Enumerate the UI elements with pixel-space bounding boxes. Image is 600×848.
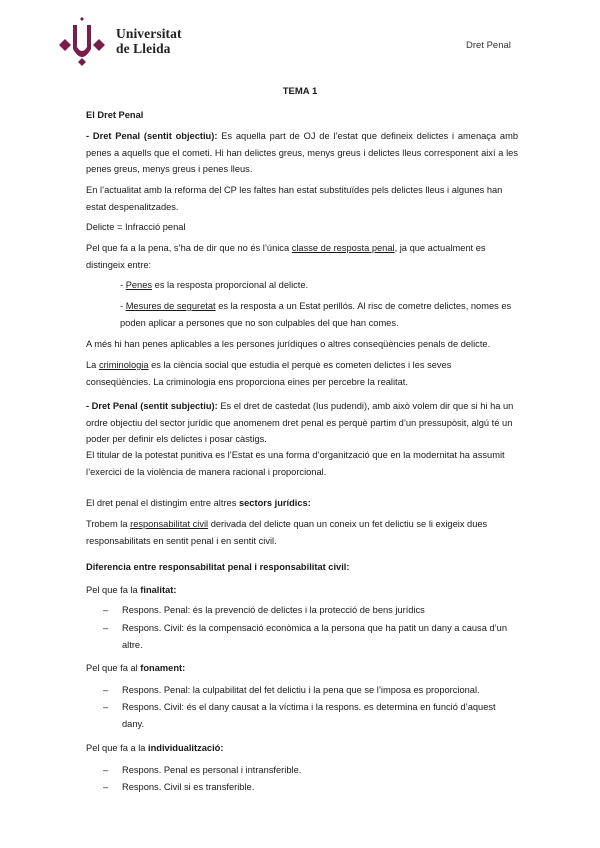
pena-pre: Pel que fa a la pena, s’ha de dir que no és l’única bbox=[86, 243, 292, 253]
university-logo bbox=[56, 17, 196, 69]
paragraph-reforma: En l’actualitat amb la reforma del CP les faltes han estat substituïdes pels delictes lleus i algunes han estat despenalitzades. bbox=[86, 185, 503, 212]
indiv-bold: individualització: bbox=[148, 743, 224, 753]
penes-dash: - bbox=[120, 280, 126, 290]
sectors-pre: El dret penal el distingim entre altres bbox=[86, 498, 239, 508]
paragraph-criminologia bbox=[86, 357, 518, 390]
mesures-text: es la resposta a un Estat perillós. Al risc de cometre delictes, nomes es poden aplicar a persones que no son culpables del que han comes. bbox=[120, 301, 512, 328]
fonament-bold: fonament: bbox=[140, 663, 186, 673]
university-name-line1: Universitat bbox=[116, 26, 182, 41]
fonament-pre: Pel que fa al bbox=[86, 663, 141, 673]
section-heading: El Dret Penal bbox=[86, 110, 144, 120]
list-item: Respons. Civil si es transferible. bbox=[122, 782, 255, 792]
bullet-dash: – bbox=[103, 623, 109, 633]
sectors-bold: sectors jurídics: bbox=[238, 498, 311, 508]
bullet-dash: – bbox=[103, 782, 109, 792]
crim-text: es la ciència social que estudia el perquè es cometen delictes i les seves conseqüències. La criminologia ens proporciona eines per percebre la realitat. bbox=[86, 360, 452, 387]
list-item: Respons. Penal: és la prevenció de delictes i la protecció de bens jurídics bbox=[122, 605, 425, 615]
fonament-heading bbox=[86, 660, 518, 677]
indiv-pre: Pel que fa a la bbox=[86, 743, 149, 753]
criminologia-term: criminologia bbox=[98, 360, 149, 370]
university-emblem-icon bbox=[56, 17, 108, 69]
paragraph-delicte: Delicte = Infracció penal bbox=[86, 222, 186, 232]
bullet-dash: – bbox=[103, 765, 109, 775]
course-header: Dret Penal bbox=[466, 40, 511, 51]
list-item: Respons. Civil: és el dany causat a la víctima i la respons. es determina en funció d’aquest dany. bbox=[122, 702, 496, 729]
page-title: TEMA 1 bbox=[282, 86, 318, 97]
finalitat-bold: finalitat: bbox=[140, 585, 177, 595]
responsabilitat-civil-term: responsabilitat civil bbox=[130, 519, 209, 529]
bullet-dash: – bbox=[103, 702, 109, 712]
mesures-dash: - bbox=[120, 301, 126, 311]
penes-term: Penes bbox=[125, 280, 153, 290]
pena-post: , ja que actualment es distingeix entre: bbox=[86, 243, 486, 270]
objectiu-text: Es aquella part de OJ de l’estat que defineix delictes i amenaça amb penes a aquells que el cometi. Hi han delictes greus, menys greus i delictes lleus corresponent així a les penes greus, menys greus i penes lleus. bbox=[86, 131, 518, 175]
list-item: Respons. Civil: és la compensació econòmica a la persona que ha patit un dany a causa d’un altre. bbox=[122, 623, 508, 650]
university-name-line2: de Lleida bbox=[116, 41, 171, 56]
bullet-dash: – bbox=[103, 685, 109, 695]
paragraph-juridiques: A més hi han penes aplicables a les persones jurídiques o altres conseqüències penals de delicte. bbox=[86, 339, 491, 349]
subjectiu-text: Es el dret de castedat (Ius pudendi), amb això volem dir que si hi ha un ordre objectiu del sector jurídic que anomenem dret penal es perquè partim d’un pressupòsit, algú té un poder per definir els delictes i posar càstigs. bbox=[86, 401, 514, 445]
penes-text: es la resposta proporcional al delicte. bbox=[152, 280, 309, 290]
trobem-pre: Trobem la bbox=[86, 519, 131, 529]
paragraph-sectors bbox=[86, 495, 518, 512]
item-mesures bbox=[120, 298, 518, 331]
paragraph-titular: El titular de la potestat punitiva es l’Estat es una forma d’organització que en la modernitat ha assumit l’exercici de la violència de manera racional i proporcional. bbox=[86, 450, 505, 477]
list-item: Respons. Penal es personal i intransferible. bbox=[122, 765, 302, 775]
diferencia-heading: Diferencia entre responsabilitat penal i responsabilitat civil: bbox=[86, 562, 350, 572]
crim-pre: La bbox=[86, 360, 99, 370]
finalitat-pre: Pel que fa la bbox=[86, 585, 141, 595]
mesures-term: Mesures de seguretat bbox=[125, 301, 216, 311]
classe-resposta-penal-term: classe de resposta penal bbox=[291, 243, 395, 253]
item-penes bbox=[120, 277, 518, 294]
individualitzacio-heading bbox=[86, 740, 518, 757]
paragraph-pena bbox=[86, 240, 518, 273]
finalitat-heading bbox=[86, 582, 518, 599]
paragraph-trobem bbox=[86, 516, 518, 549]
paragraph-objectiu bbox=[86, 128, 518, 178]
paragraph-subjectiu bbox=[86, 398, 518, 448]
trobem-text: derivada del delicte quan un coneix un fet delictiu se li exigeix dues responsabilitats en sentit penal i en sentit civil. bbox=[86, 519, 488, 546]
list-item: Respons. Penal: la culpabilitat del fet delictiu i la pena que se l’imposa es proporcional. bbox=[122, 685, 480, 695]
objectiu-label: - Dret Penal (sentit objectiu): bbox=[86, 131, 218, 141]
bullet-dash: – bbox=[103, 605, 109, 615]
subjectiu-label: - Dret Penal (sentit subjectiu): bbox=[86, 401, 218, 411]
